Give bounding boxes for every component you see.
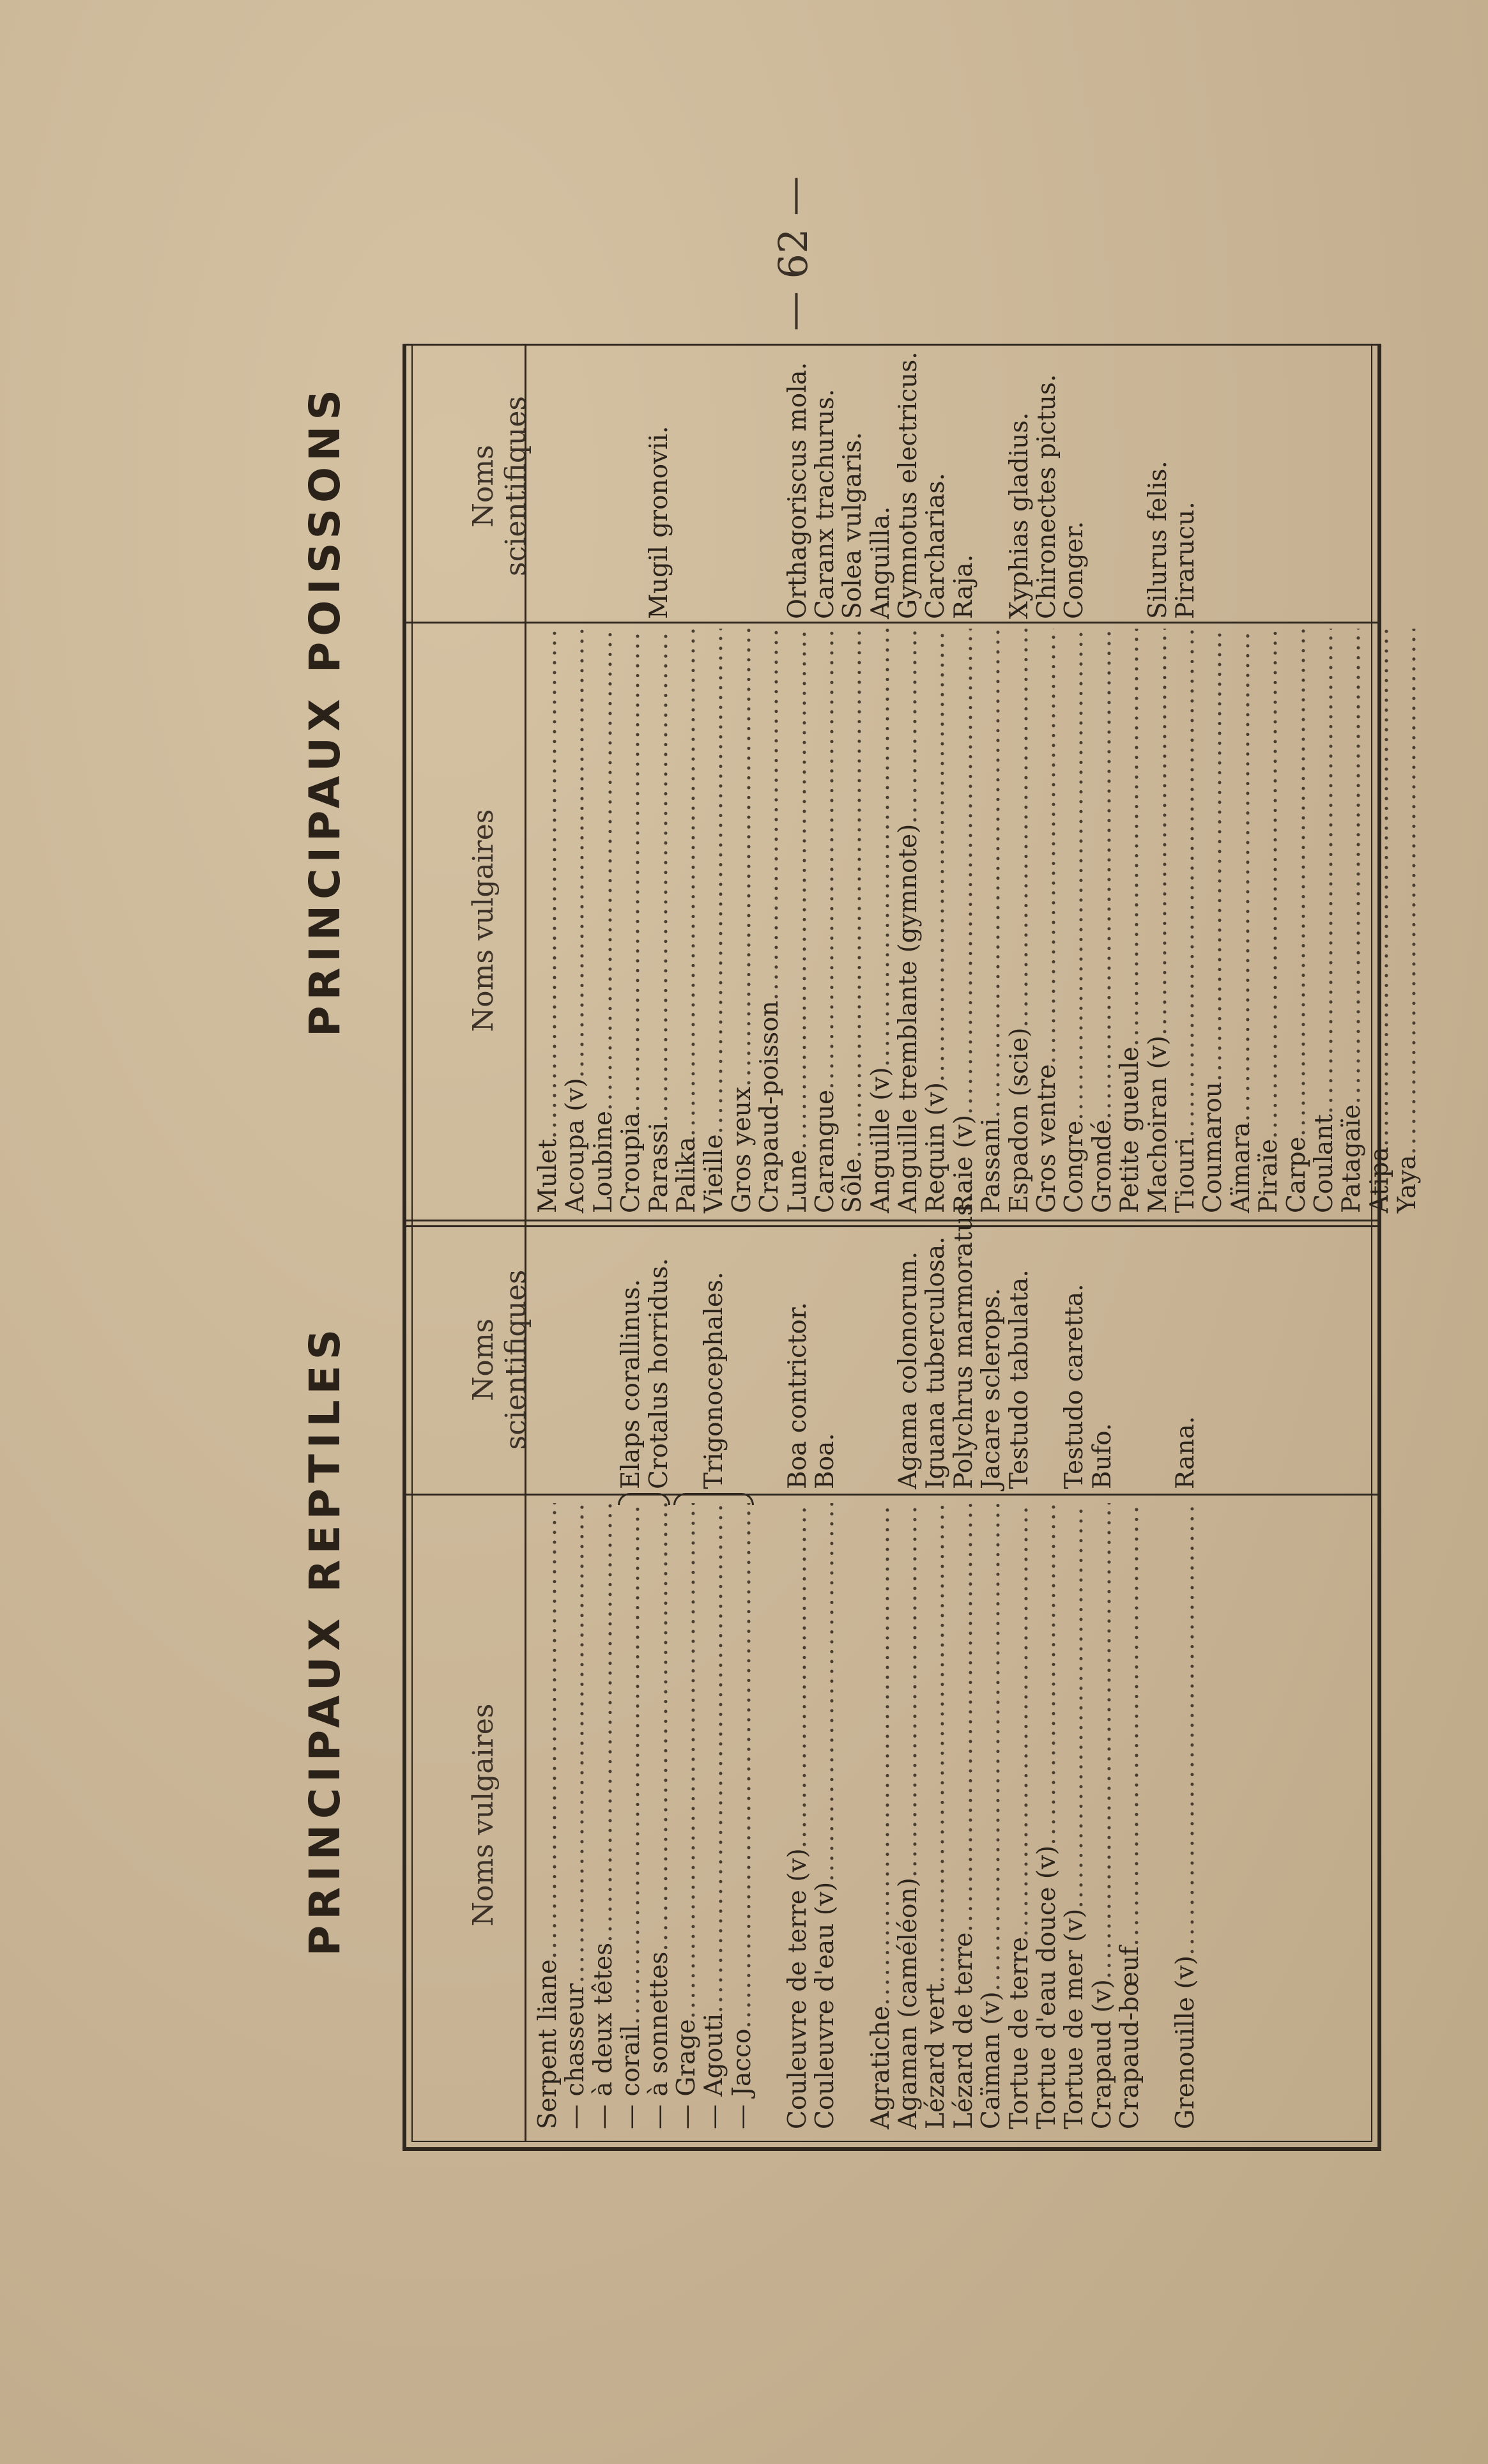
reptiles-scientifiques-column [534, 1195, 1200, 1489]
dot-leader [590, 629, 617, 1111]
poissons-scientific-name [562, 351, 589, 619]
dot-leader [534, 1503, 562, 1959]
reptiles-scientific-name: Crotalus horridus. [644, 1258, 673, 1489]
dot-leader [673, 1503, 700, 2019]
poissons-vulgaire-name: Anguille tremblante (gymnote) [894, 823, 923, 1213]
dot-leader [1283, 629, 1310, 1136]
poissons-scientific-name: Solea vulgaris. [838, 432, 868, 619]
reptiles-scientific-name: Iguana tuberculosa. [921, 1236, 951, 1489]
reptiles-scientific-name [867, 1227, 894, 1489]
dot-leader [1172, 629, 1199, 1138]
reptiles-scientific-name [1116, 1227, 1144, 1489]
dot-leader [978, 1503, 1005, 1991]
dot-leader [1061, 1503, 1088, 1909]
poissons-scientific-name [1089, 351, 1116, 619]
reptiles-scientific-name [673, 1227, 700, 1489]
brace-elaps-crotalus [618, 1493, 670, 1505]
poissons-vulgaire-row [950, 629, 978, 1213]
reptiles-scientific-name: Rana. [1170, 1416, 1200, 1489]
dot-leader [867, 1503, 894, 2006]
dot-leader [1199, 629, 1227, 1082]
poissons-vulgaire-name: Passani [977, 1118, 1006, 1213]
poissons-vulgaire-name: Palika [671, 1136, 701, 1213]
dot-leader [562, 629, 589, 1078]
poissons-vulgaire-row [867, 629, 894, 1213]
poissons-vulgaire-row [700, 629, 728, 1213]
reptiles-vulgaire-row [839, 1503, 866, 2129]
poissons-vulgaire-row [1144, 629, 1172, 1213]
dot-leader [1393, 629, 1421, 1155]
poissons-vulgaire-name: Crapaud-poisson [755, 1000, 785, 1213]
poissons-vulgaire-row [1366, 629, 1393, 1213]
reptiles-vulgaire-name: Serpent liane [533, 1959, 562, 2129]
dot-leader [867, 629, 894, 1067]
table-frame [403, 344, 1422, 2151]
reptiles-scientific-name: Boa contrictor. [783, 1302, 812, 1489]
reptiles-vulgaire-name: Caïman (v) [977, 1991, 1006, 2129]
dot-leader [1310, 629, 1338, 1114]
poissons-vulgaire-row [562, 629, 589, 1213]
poissons-vulgaire-row [590, 629, 617, 1213]
dot-leader [811, 629, 839, 1090]
poissons-vulgaire-name: Espadon (scie) [1004, 1027, 1034, 1213]
dot-leader [1116, 629, 1144, 1046]
reptiles-scientific-name [534, 1227, 562, 1489]
reptiles-scientific-name [590, 1227, 617, 1489]
poissons-scientific-name: Pirarucu. [1170, 501, 1200, 619]
dot-leader [590, 1503, 617, 1943]
reptiles-scientific-name: Boa. [810, 1433, 840, 1489]
poissons-vulgaire-name: Piraïe [1254, 1138, 1284, 1213]
divider-tables [406, 1220, 1377, 1227]
poissons-vulgaire-row [1061, 629, 1088, 1213]
poissons-vulgaire-row [1199, 629, 1227, 1213]
poissons-scientific-name [700, 351, 728, 619]
reptiles-vulgaire-row [645, 1503, 673, 2129]
reptiles-vulgaire-name: Crapaud-bœuf [1116, 1946, 1145, 2129]
poissons-scientific-name: Raja. [949, 554, 978, 619]
reptiles-scientific-name: Trigonocephales. [700, 1271, 729, 1489]
dot-leader [1006, 629, 1033, 1027]
reptiles-vulgaire-name: — à deux têtes [588, 1942, 618, 2129]
poissons-vulgaire-row [839, 629, 866, 1213]
reptiles-col-vulgaires: Noms vulgaires [467, 1703, 500, 1927]
dot-leader [922, 1503, 949, 1984]
poissons-vulgaire-row [1006, 629, 1033, 1213]
reptiles-scientific-name: Testudo tabulata. [1004, 1269, 1034, 1489]
poissons-vulgaire-row [1283, 629, 1310, 1213]
dot-leader [950, 629, 978, 1115]
poissons-scientific-name: Conger. [1060, 521, 1089, 619]
dot-leader [922, 629, 949, 1082]
dot-leader [811, 1503, 839, 1882]
dot-leader [645, 1503, 673, 1952]
reptiles-vulgaire-name: Lézard de terre [949, 1932, 978, 2129]
dot-leader [1033, 1503, 1061, 1846]
poissons-vulgaire-row [1255, 629, 1282, 1213]
dot-leader [728, 1503, 756, 2029]
poissons-vulgaire-name: Coumarou [1199, 1082, 1228, 1213]
poissons-scientific-name [590, 351, 617, 619]
header-rule [525, 346, 526, 2142]
dot-leader [894, 1503, 922, 1878]
poissons-scientific-name: Xyphias gladius. [1004, 412, 1034, 619]
reptiles-vulgaire-row [1089, 1503, 1116, 2129]
dot-leader [894, 629, 922, 824]
poissons-scientific-name [1255, 351, 1282, 619]
poissons-scientific-name: Carcharias. [921, 473, 951, 619]
poissons-vulgaire-name: Croupia [617, 1112, 646, 1213]
reptiles-vulgaire-name: Lézard vert [921, 1983, 951, 2129]
poissons-vulgaire-name: Loubine [588, 1110, 618, 1213]
reptiles-scientific-name [728, 1227, 756, 1489]
reptiles-vulgaire-row [1061, 1503, 1088, 2129]
dot-leader [1089, 629, 1116, 1120]
poissons-vulgaire-row [728, 629, 756, 1213]
poissons-scientific-name [1283, 351, 1310, 619]
poissons-vulgaire-row [894, 629, 922, 1213]
reptiles-vulgaire-row [811, 1503, 839, 2129]
reptiles-vulgaire-name: Tortue de terre [1004, 1937, 1034, 2129]
reptiles-vulgaires-column [534, 1503, 1199, 2129]
poissons-scientifiques-column [534, 351, 1422, 619]
poissons-scientific-name [1366, 351, 1393, 619]
dot-leader [1089, 1503, 1116, 1979]
poissons-col-scientifiques: Noms scientifiques [467, 396, 532, 576]
poissons-vulgaire-name: Yaya [1393, 1154, 1422, 1213]
reptiles-vulgaire-row [1006, 1503, 1033, 2129]
dot-leader [1061, 629, 1088, 1121]
reptiles-vulgaire-row [728, 1503, 756, 2129]
dot-leader [978, 629, 1005, 1118]
poissons-scientific-name [1227, 351, 1255, 619]
poissons-vulgaire-row [673, 629, 700, 1213]
reptiles-vulgaire-row [867, 1503, 894, 2129]
dot-leader [1144, 629, 1172, 1036]
reptiles-scientific-name: Polychrus marmoratus. [949, 1195, 978, 1489]
poissons-scientific-name [978, 351, 1005, 619]
poissons-vulgaire-name: Grondé [1087, 1119, 1117, 1213]
poissons-vulgaire-row [1227, 629, 1255, 1213]
dot-leader [950, 1503, 978, 1932]
reptiles-vulgaire-row [1033, 1503, 1061, 2129]
reptiles-vulgaire-name: Crapaud (v) [1087, 1979, 1117, 2129]
reptiles-vulgaire-row [950, 1503, 978, 2129]
dot-leader [784, 629, 811, 1150]
poissons-vulgaire-row [1310, 629, 1338, 1213]
poissons-vulgaire-row [1089, 629, 1116, 1213]
poissons-vulgaire-name: Patagaïe [1337, 1104, 1367, 1213]
poissons-scientific-name [1393, 351, 1421, 619]
reptiles-vulgaire-name: — Grage [671, 2019, 701, 2129]
poissons-scientific-name: Anguilla. [866, 506, 895, 619]
reptiles-vulgaire-name: Tortue d'eau douce (v) [1032, 1845, 1062, 2129]
reptiles-vulgaire-row [1116, 1503, 1144, 2129]
dot-leader [562, 1503, 589, 1984]
dot-leader [1006, 1503, 1033, 1937]
poissons-vulgaire-name: Anguille (v) [866, 1067, 895, 1213]
poissons-scientific-name: Orthagoriscus mola. [783, 362, 812, 619]
poissons-vulgaire-row [978, 629, 1005, 1213]
dot-leader [617, 1503, 645, 2024]
page-number: — 62 — [770, 176, 817, 332]
reptiles-vulgaire-name: — corail [617, 2024, 646, 2129]
poissons-vulgaire-name: Lune [783, 1149, 812, 1213]
poissons-col-vulgaires: Noms vulgaires [467, 809, 500, 1032]
poissons-vulgaire-name: Parassi [644, 1122, 673, 1213]
reptiles-vulgaire-row [534, 1503, 562, 2129]
reptiles-col-scientifiques: Noms scientifiques [467, 1269, 532, 1450]
reptiles-scientific-name [756, 1227, 783, 1489]
reptiles-scientific-name [562, 1227, 589, 1489]
dot-leader [1255, 629, 1282, 1139]
poissons-vulgaire-row [1033, 629, 1061, 1213]
poissons-scientific-name [1199, 351, 1227, 619]
poissons-vulgaire-name: Congre [1060, 1120, 1089, 1213]
divider-poissons [406, 622, 1377, 624]
poissons-vulgaires-column [534, 629, 1422, 1213]
dot-leader [1338, 629, 1365, 1105]
reptiles-vulgaire-row [1172, 1503, 1199, 2129]
poissons-vulgaire-name: Gros ventre [1032, 1064, 1062, 1213]
poissons-vulgaire-row [756, 629, 783, 1213]
dot-leader [700, 1503, 728, 2014]
reptiles-scientific-name [1144, 1227, 1172, 1489]
poissons-vulgaire-name: Machoiran (v) [1143, 1036, 1172, 1213]
poissons-title: PRINCIPAUX POISSONS [300, 384, 349, 1037]
reptiles-vulgaire-name: — chasseur [561, 1983, 590, 2129]
poissons-vulgaire-name: Carpe [1282, 1136, 1311, 1213]
poissons-vulgaire-row [1393, 629, 1421, 1213]
poissons-vulgaire-name: Sôle [838, 1158, 868, 1213]
dot-leader [1366, 629, 1393, 1147]
poissons-vulgaire-name: Acoupa (v) [561, 1078, 590, 1213]
poissons-vulgaire-name: Atipa [1365, 1147, 1394, 1213]
poissons-vulgaire-name: Petite gueule [1116, 1046, 1145, 1213]
poissons-vulgaire-row [645, 629, 673, 1213]
poissons-scientific-name [617, 351, 645, 619]
dot-leader [1033, 629, 1061, 1064]
dot-leader [839, 629, 866, 1158]
poissons-vulgaire-name: Aïmara [1226, 1122, 1255, 1213]
poissons-vulgaire-row [1338, 629, 1365, 1213]
poissons-scientific-name [534, 351, 562, 619]
dot-leader [1172, 1503, 1199, 1955]
reptiles-vulgaire-name: — à sonnettes [644, 1951, 673, 2129]
reptiles-vulgaire-row [784, 1503, 811, 2129]
poissons-vulgaire-row [811, 629, 839, 1213]
poissons-vulgaire-row [617, 629, 645, 1213]
reptiles-vulgaire-name: Couleuvre d'eau (v) [810, 1881, 840, 2129]
reptiles-vulgaire-row [590, 1503, 617, 2129]
reptiles-vulgaire-name: Grenouille (v) [1170, 1955, 1200, 2129]
reptiles-scientific-name: Bufo. [1087, 1423, 1117, 1489]
poissons-vulgaire-row [534, 629, 562, 1213]
reptiles-vulgaire-row [700, 1503, 728, 2129]
poissons-vulgaire-name: Coulant [1309, 1114, 1338, 1213]
poissons-vulgaire-name: Requin (v) [921, 1082, 951, 1213]
reptiles-vulgaire-row [673, 1503, 700, 2129]
reptiles-vulgaire-name: — Jacco [727, 2028, 756, 2129]
poissons-vulgaire-name: Vieille [700, 1134, 729, 1213]
reptiles-vulgaire-name: Agratiche [866, 2005, 895, 2129]
dot-leader [617, 629, 645, 1112]
poissons-scientific-name [1116, 351, 1144, 619]
reptiles-vulgaire-name: Agaman (caméléon) [894, 1878, 923, 2129]
dot-leader [700, 629, 728, 1134]
reptiles-vulgaire-row [922, 1503, 949, 2129]
reptiles-vulgaire-row [894, 1503, 922, 2129]
dot-leader [728, 629, 756, 1087]
poissons-scientific-name [1310, 351, 1338, 619]
divider-reptiles [406, 1494, 1377, 1496]
reptiles-scientific-name: Testudo caretta. [1060, 1283, 1089, 1489]
reptiles-scientific-name [1033, 1227, 1061, 1489]
poissons-vulgaire-row [1116, 629, 1144, 1213]
poissons-scientific-name: Chironectes pictus. [1032, 374, 1062, 619]
reptiles-vulgaire-row [562, 1503, 589, 2129]
poissons-scientific-name [756, 351, 783, 619]
poissons-vulgaire-name: Mulet [533, 1138, 562, 1213]
reptiles-vulgaire-row [978, 1503, 1005, 2129]
dot-leader [534, 629, 562, 1139]
poissons-scientific-name: Mugil gronovii. [644, 425, 673, 619]
reptiles-vulgaire-row [617, 1503, 645, 2129]
reptiles-scientific-name [839, 1227, 866, 1489]
dot-leader [1116, 1503, 1144, 1947]
dot-leader [756, 629, 783, 1000]
dot-leader [1227, 629, 1255, 1122]
poissons-vulgaire-row [922, 629, 949, 1213]
poissons-vulgaire-name: Gros yeux [727, 1087, 756, 1213]
brace-trigonocephales [673, 1493, 754, 1505]
reptiles-vulgaire-row [756, 1503, 783, 2129]
reptiles-vulgaire-name: Tortue de mer (v) [1060, 1908, 1089, 2129]
dot-leader [784, 1503, 811, 1848]
reptiles-scientific-name: Jacare sclerops. [977, 1287, 1006, 1489]
reptiles-title: PRINCIPAUX REPTILES [300, 1323, 349, 1957]
poissons-scientific-name: Gymnotus electricus. [894, 351, 923, 619]
poissons-vulgaire-name: Carangue [810, 1089, 840, 1213]
poissons-vulgaire-name: Raie (v) [949, 1115, 978, 1213]
poissons-vulgaire-row [784, 629, 811, 1213]
poissons-scientific-name: Silurus felis. [1143, 461, 1172, 619]
poissons-vulgaire-name: Tiouri [1170, 1137, 1200, 1213]
reptiles-vulgaire-name: Couleuvre de terre (v) [783, 1848, 812, 2129]
poissons-scientific-name [728, 351, 756, 619]
reptiles-scientific-name: Elaps corallinus. [617, 1279, 646, 1489]
poissons-scientific-name [673, 351, 700, 619]
reptiles-vulgaire-name: — Agouti [700, 2013, 729, 2129]
reptiles-scientific-name: Agama colonorum. [894, 1251, 923, 1489]
reptiles-vulgaire-row [1144, 1503, 1172, 2129]
dot-leader [673, 629, 700, 1136]
poissons-scientific-name [1338, 351, 1365, 619]
poissons-vulgaire-row [1172, 629, 1199, 1213]
dot-leader [645, 629, 673, 1122]
poissons-scientific-name: Caranx trachurus. [810, 388, 840, 619]
